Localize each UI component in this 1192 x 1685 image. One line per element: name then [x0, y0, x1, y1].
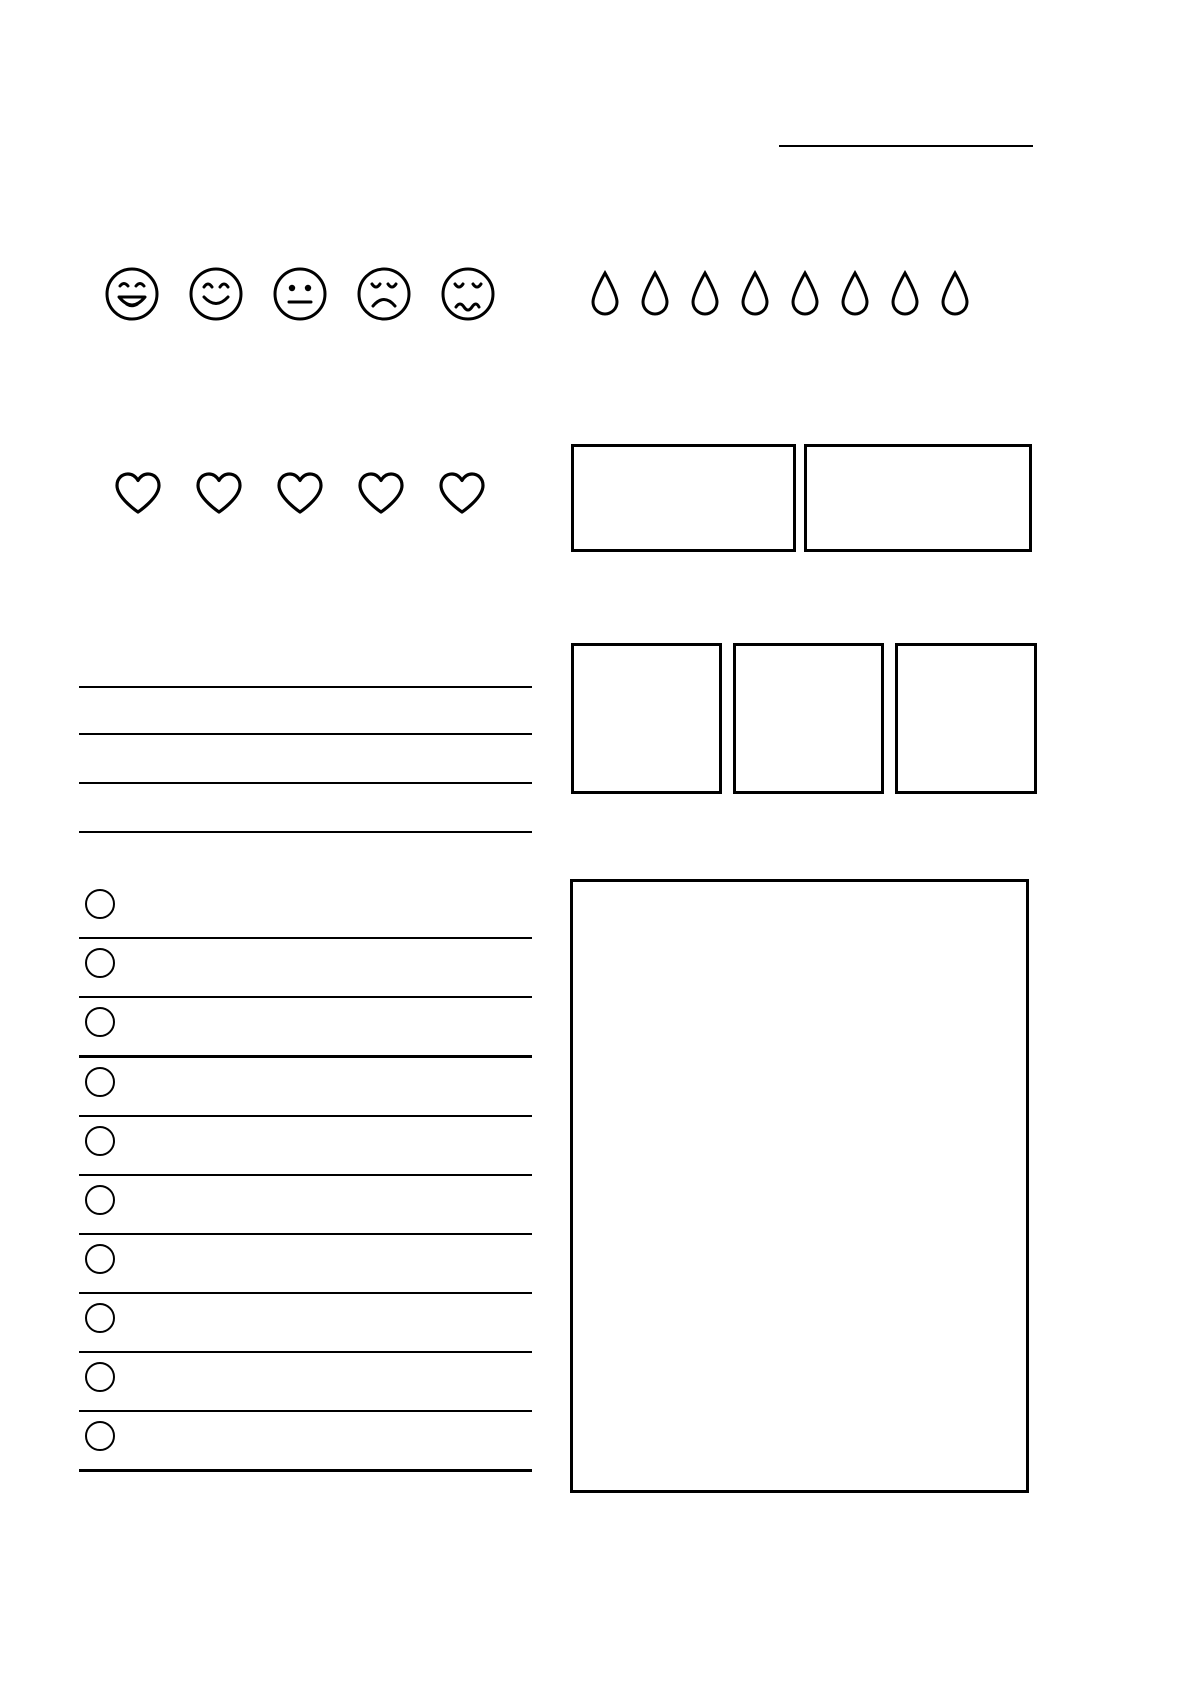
write-box[interactable] [804, 444, 1032, 552]
water-droplet-icon[interactable] [790, 270, 820, 318]
water-droplet-icon[interactable] [690, 270, 720, 318]
checkbox-circle-icon[interactable] [85, 1067, 115, 1097]
water-droplet-icon[interactable] [890, 270, 920, 318]
water-droplet-icon[interactable] [740, 270, 770, 318]
list-item[interactable] [79, 1058, 532, 1117]
heart-icon[interactable] [356, 470, 406, 516]
write-line[interactable] [79, 735, 532, 784]
hearts-tracker[interactable] [113, 470, 487, 516]
water-tracker[interactable] [590, 270, 970, 318]
write-box[interactable] [571, 643, 722, 794]
checkbox-circle-icon[interactable] [85, 1421, 115, 1451]
checkbox-circle-icon[interactable] [85, 948, 115, 978]
checkbox-circle-icon[interactable] [85, 889, 115, 919]
checkbox-circle-icon[interactable] [85, 1126, 115, 1156]
list-item[interactable] [79, 1412, 532, 1472]
write-box[interactable] [895, 643, 1037, 794]
write-line[interactable] [79, 686, 532, 735]
checkbox-circle-icon[interactable] [85, 1303, 115, 1333]
list-item[interactable] [79, 1176, 532, 1235]
list-item[interactable] [79, 880, 532, 939]
mood-face-very-sad-icon[interactable] [440, 266, 496, 322]
list-item[interactable] [79, 939, 532, 998]
list-item[interactable] [79, 998, 532, 1058]
mood-face-happy-icon[interactable] [188, 266, 244, 322]
three-box-group [571, 643, 1037, 794]
write-box[interactable] [571, 444, 796, 552]
checklist [79, 880, 532, 1472]
list-item[interactable] [79, 1235, 532, 1294]
write-box[interactable] [733, 643, 884, 794]
heart-icon[interactable] [437, 470, 487, 516]
mood-tracker[interactable] [104, 266, 496, 322]
mood-face-very-happy-icon[interactable] [104, 266, 160, 322]
mood-face-neutral-icon[interactable] [272, 266, 328, 322]
water-droplet-icon[interactable] [840, 270, 870, 318]
two-box-group [571, 444, 1032, 552]
water-droplet-icon[interactable] [940, 270, 970, 318]
list-item[interactable] [79, 1294, 532, 1353]
list-item[interactable] [79, 1117, 532, 1176]
heart-icon[interactable] [113, 470, 163, 516]
mood-face-sad-icon[interactable] [356, 266, 412, 322]
water-droplet-icon[interactable] [640, 270, 670, 318]
heart-icon[interactable] [275, 470, 325, 516]
checkbox-circle-icon[interactable] [85, 1362, 115, 1392]
checkbox-circle-icon[interactable] [85, 1244, 115, 1274]
list-item[interactable] [79, 1353, 532, 1412]
checkbox-circle-icon[interactable] [85, 1007, 115, 1037]
writing-lines [79, 686, 532, 833]
date-write-line[interactable] [779, 145, 1033, 147]
water-droplet-icon[interactable] [590, 270, 620, 318]
notes-box[interactable] [570, 879, 1029, 1493]
heart-icon[interactable] [194, 470, 244, 516]
write-line[interactable] [79, 784, 532, 833]
checkbox-circle-icon[interactable] [85, 1185, 115, 1215]
